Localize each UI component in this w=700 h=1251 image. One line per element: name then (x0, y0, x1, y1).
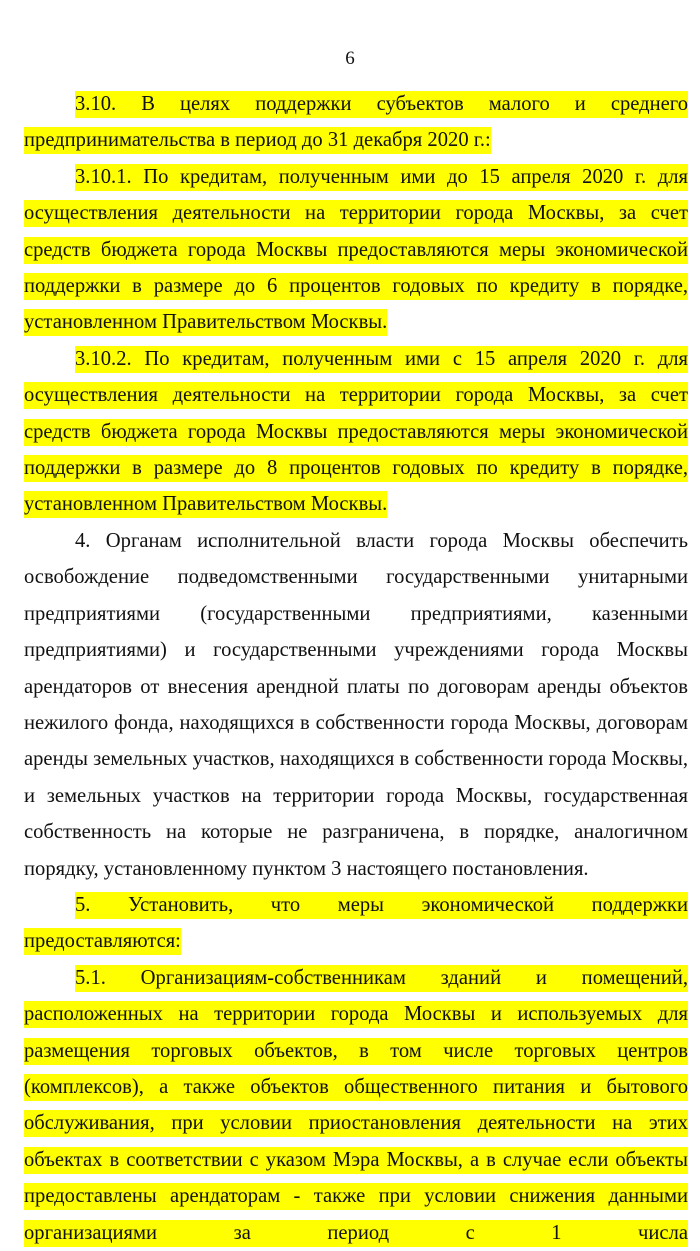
paragraph-4 (24, 523, 688, 887)
paragraph-3-10-2 (24, 341, 688, 523)
paragraph-3-10-2-text: 3.10.2. По кредитам, полученным ими с 15 апреля 2020 г. для осуществления деятельности на территории города Москвы, за счет средств бюджета города Москвы предоставляются меры экономической поддержки в размере до 8 процентов годовых по кредиту в порядке, установленном Правительством Москвы. (24, 346, 688, 519)
page-number: 6 (345, 48, 355, 69)
paragraph-5 (24, 887, 688, 960)
paragraph-3-10-1-text: 3.10.1. По кредитам, полученным ими до 15 апреля 2020 г. для осуществления деятельности на территории города Москвы, за счет средств бюджета города Москвы предоставляются меры экономической поддержки в размере до 6 процентов годовых по кредиту в порядке, установленном Правительством Москвы. (24, 164, 688, 337)
paragraph-5-text: 5. Установить, что меры экономической поддержки предоставляются: (24, 892, 688, 955)
paragraph-4-text: 4. Органам исполнительной власти города Москвы обеспечить освобождение подведомственными государственными унитарными предприятиями (государственными предприятиями, казенными предприятиями) и государственными учреждениями города Москвы арендаторов от внесения арендной платы по договорам аренды объектов нежилого фонда, находящихся в собственности города Москвы, договорам аренды земельных участков, находящихся в собственности города Москвы, и земельных участков на территории города Москвы, государственная собственность на которые не разграничена, в порядке, аналогичном порядку, установленному пунктом 3 настоящего постановления. (24, 529, 688, 880)
document-body (24, 86, 688, 1251)
paragraph-3-10-text: 3.10. В целях поддержки субъектов малого и среднего предпринимательства в период до 31 декабря 2020 г.: (24, 91, 688, 154)
paragraph-3-10 (24, 86, 688, 159)
paragraph-5-1-text: 5.1. Организациям-собственникам зданий и помещений, расположенных на территории города Москвы и используемых для размещения торговых объектов, в том числе торговых центров (комплексов), а также объектов общественного питания и бытового обслуживания, при условии приостановления деятельности на этих объектах в соответствии с указом Мэра Москвы, а в случае если объекты предоставлены арендаторам - также при условии снижения данными организациями за период с 1 числа (24, 965, 688, 1247)
paragraph-3-10-1 (24, 159, 688, 341)
paragraph-5-1 (24, 960, 688, 1251)
